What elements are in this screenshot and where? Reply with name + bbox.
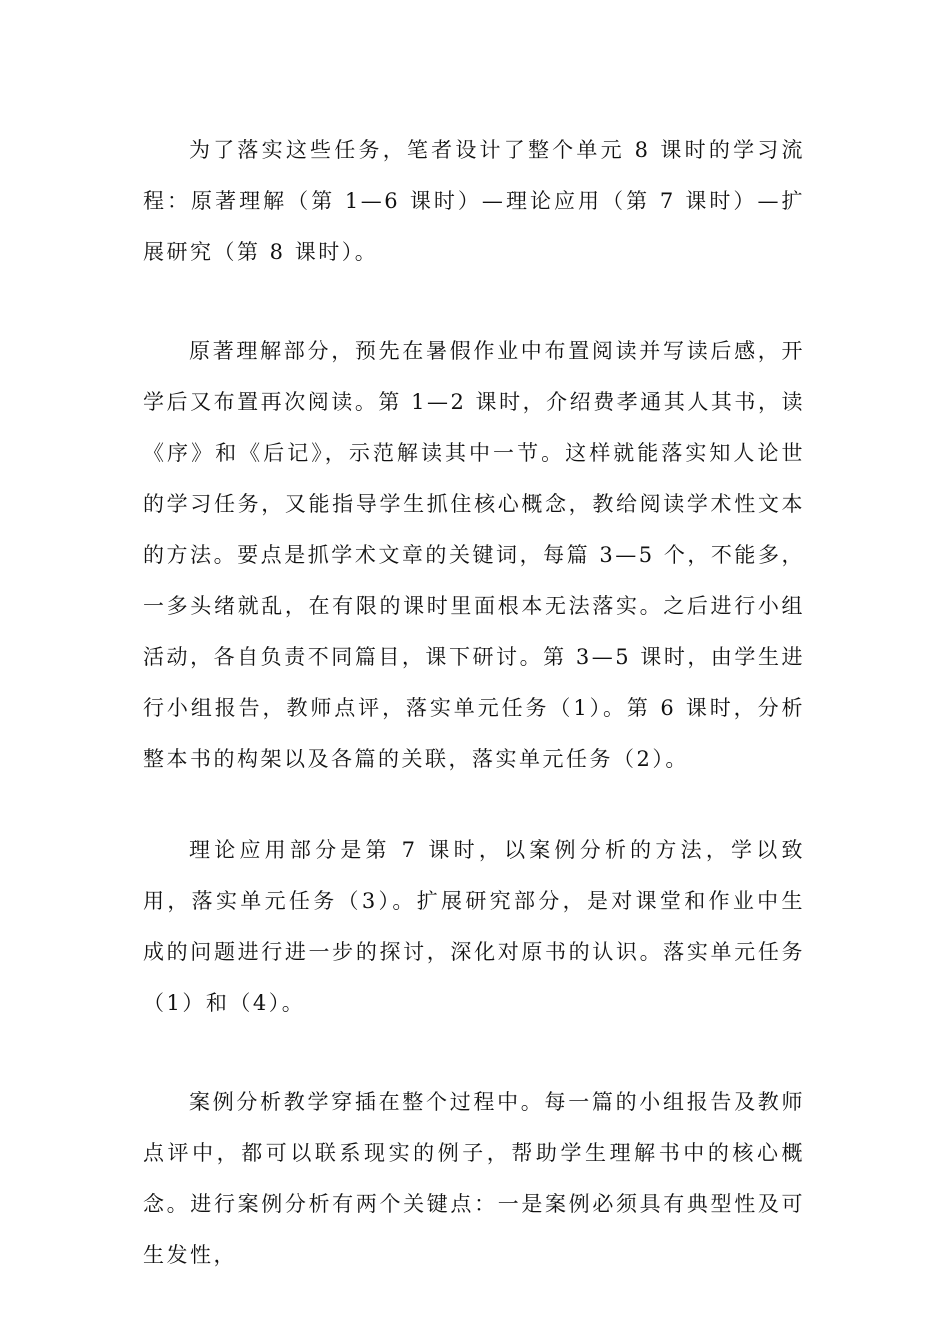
paragraph-original-understanding: 原著理解部分，预先在暑假作业中布置阅读并写读后感，开学后又布置再次阅读。第 1—2 课时，介绍费孝通其人其书，读《序》和《后记》，示范解读其中一节。这样就能落实知人论世的学习任务，又能指导学生抓住核心概念，教给阅读学术性文本的方法。要点是抓学术文章的关键词，每篇 3—5 个，不能多，一多头绪就乱，在有限的课时里面根本无法落实。之后进行小组活动，各自负责不同篇目，课下研讨。第 3—5 课时，由学生进行小组报告，教师点评，落实单元任务（1）。第 6 课时，分析整本书的构架以及各篇的关联，落实单元任务（2）。 xyxy=(143,339,805,771)
paragraph-learning-flow: 为了落实这些任务，笔者设计了整个单元 8 课时的学习流程：原著理解（第 1—6 课时）—理论应用（第 7 课时）—扩展研究（第 8 课时）。 xyxy=(143,138,805,264)
paragraph-case-analysis: 案例分析教学穿插在整个过程中。每一篇的小组报告及教师点评中，都可以联系现实的例子，帮助学生理解书中的核心概念。进行案例分析有两个关键点：一是案例必须具有典型性及可生发性， xyxy=(143,1090,805,1267)
paragraph-theory-application: 理论应用部分是第 7 课时，以案例分析的方法，学以致用，落实单元任务（3）。扩展研究部分，是对课堂和作业中生成的问题进行进一步的探讨，深化对原书的认识。落实单元任务（1）和（4）。 xyxy=(143,838,805,1015)
